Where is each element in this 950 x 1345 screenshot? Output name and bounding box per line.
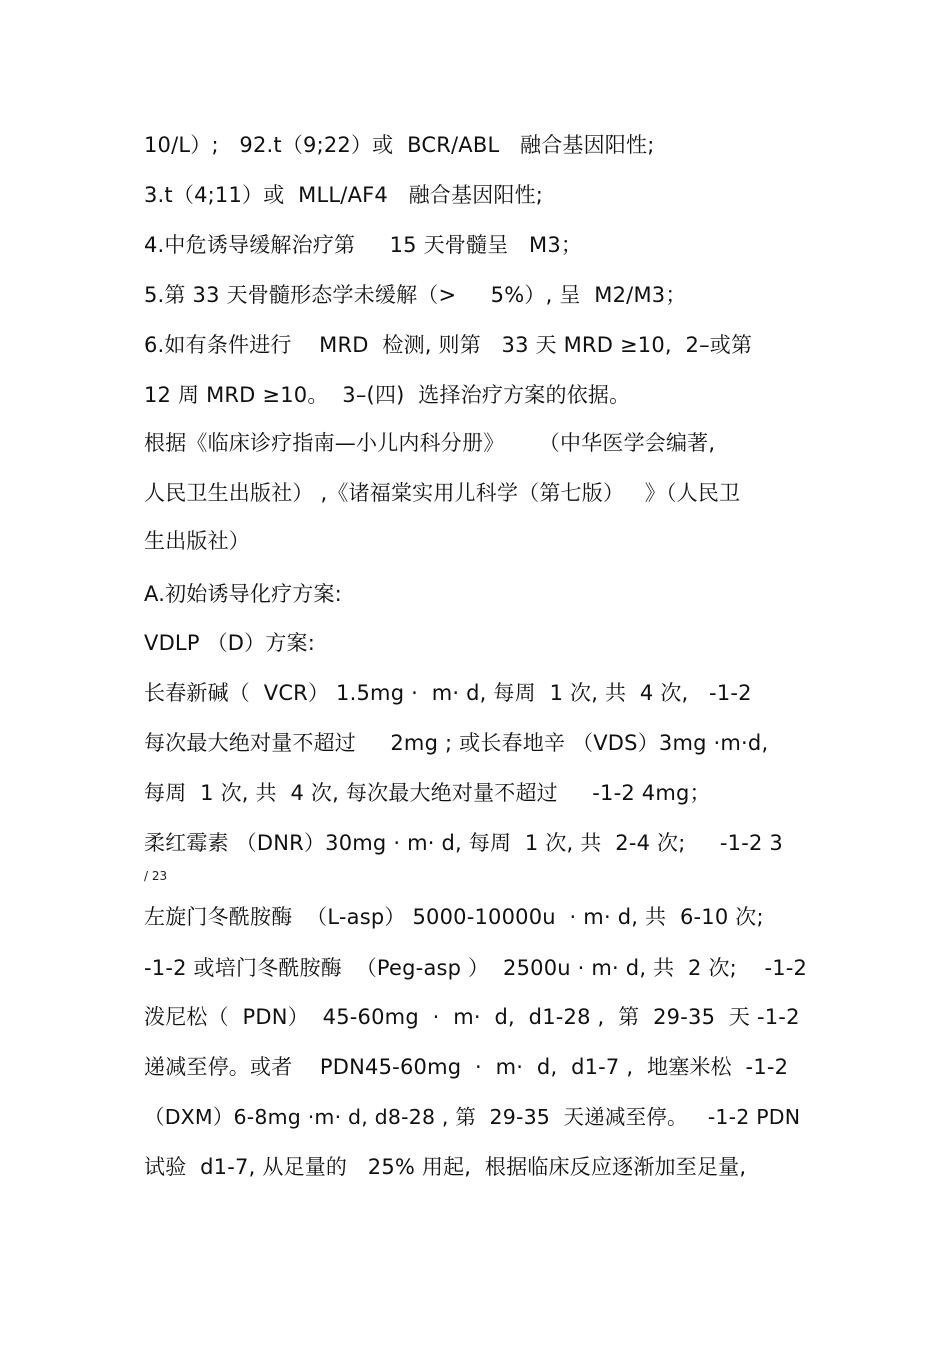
text-line: 泼尼松（ PDN） 45-60mg · m· d, d1-28 , 第 29-35 天 -1-2 (144, 1005, 800, 1029)
text-line: VDLP （D）方案: (144, 631, 316, 655)
text-line: 根据《临床诊疗指南—小儿内科分册》 （中华医学会编著, (144, 431, 716, 455)
text-line: 柔红霉素 （DNR）30mg · m· d, 每周 1 次, 共 2-4 次; -1-2 3 (144, 831, 783, 855)
page-number: / 23 (144, 869, 168, 883)
text-line: 5.第 33 天骨髓形态学未缓解（> 5%）, 呈 M2/M3； (144, 283, 687, 307)
text-line: 人民卫生出版社） ,《诸福棠实用儿科学（第七版） 》（人民卫 (144, 481, 741, 505)
text-line: （DXM）6-8mg ·m· d, d8-28 , 第 29-35 天递减至停。 -1-2 PDN (144, 1105, 801, 1129)
text-line: 递减至停。或者 PDN45-60mg · m· d, d1-7 , 地塞米松 -1-2 (144, 1055, 789, 1079)
text-line: 6.如有条件进行 MRD 检测, 则第 33 天 MRD ≥10, 2–或第 (144, 333, 753, 357)
text-line: 每次最大绝对量不超过 2mg ; 或长春地辛 （VDS）3mg ·m·d, (144, 731, 769, 755)
text-line: 10/L）; 92.t（9;22）或 BCR/ABL 融合基因阳性; (144, 133, 655, 157)
text-line: A.初始诱导化疗方案: (144, 582, 342, 606)
text-line: 12 周 MRD ≥10。 3–(四) 选择治疗方案的依据。 (144, 383, 631, 407)
text-line: 生出版社） (144, 529, 250, 553)
text-line: 长春新碱（ VCR） 1.5mg · m· d, 每周 1 次, 共 4 次, -1-2 (144, 681, 752, 705)
text-line: 3.t（4;11）或 MLL/AF4 融合基因阳性; (144, 183, 544, 207)
text-line: -1-2 或培门冬酰胺酶 （Peg-asp ） 2500u · m· d, 共 2 次; -1-2 (144, 956, 808, 980)
text-line: 4.中危诱导缓解治疗第 15 天骨髓呈 M3； (144, 233, 583, 257)
text-line: 左旋门冬酰胺酶 （L-asp） 5000-10000u · m· d, 共 6-10 次; (144, 905, 764, 929)
text-line: 每周 1 次, 共 4 次, 每次最大绝对量不超过 -1-2 4mg； (144, 781, 711, 805)
text-line: 试验 d1-7, 从足量的 25% 用起, 根据临床反应逐渐加至足量, (144, 1155, 747, 1179)
